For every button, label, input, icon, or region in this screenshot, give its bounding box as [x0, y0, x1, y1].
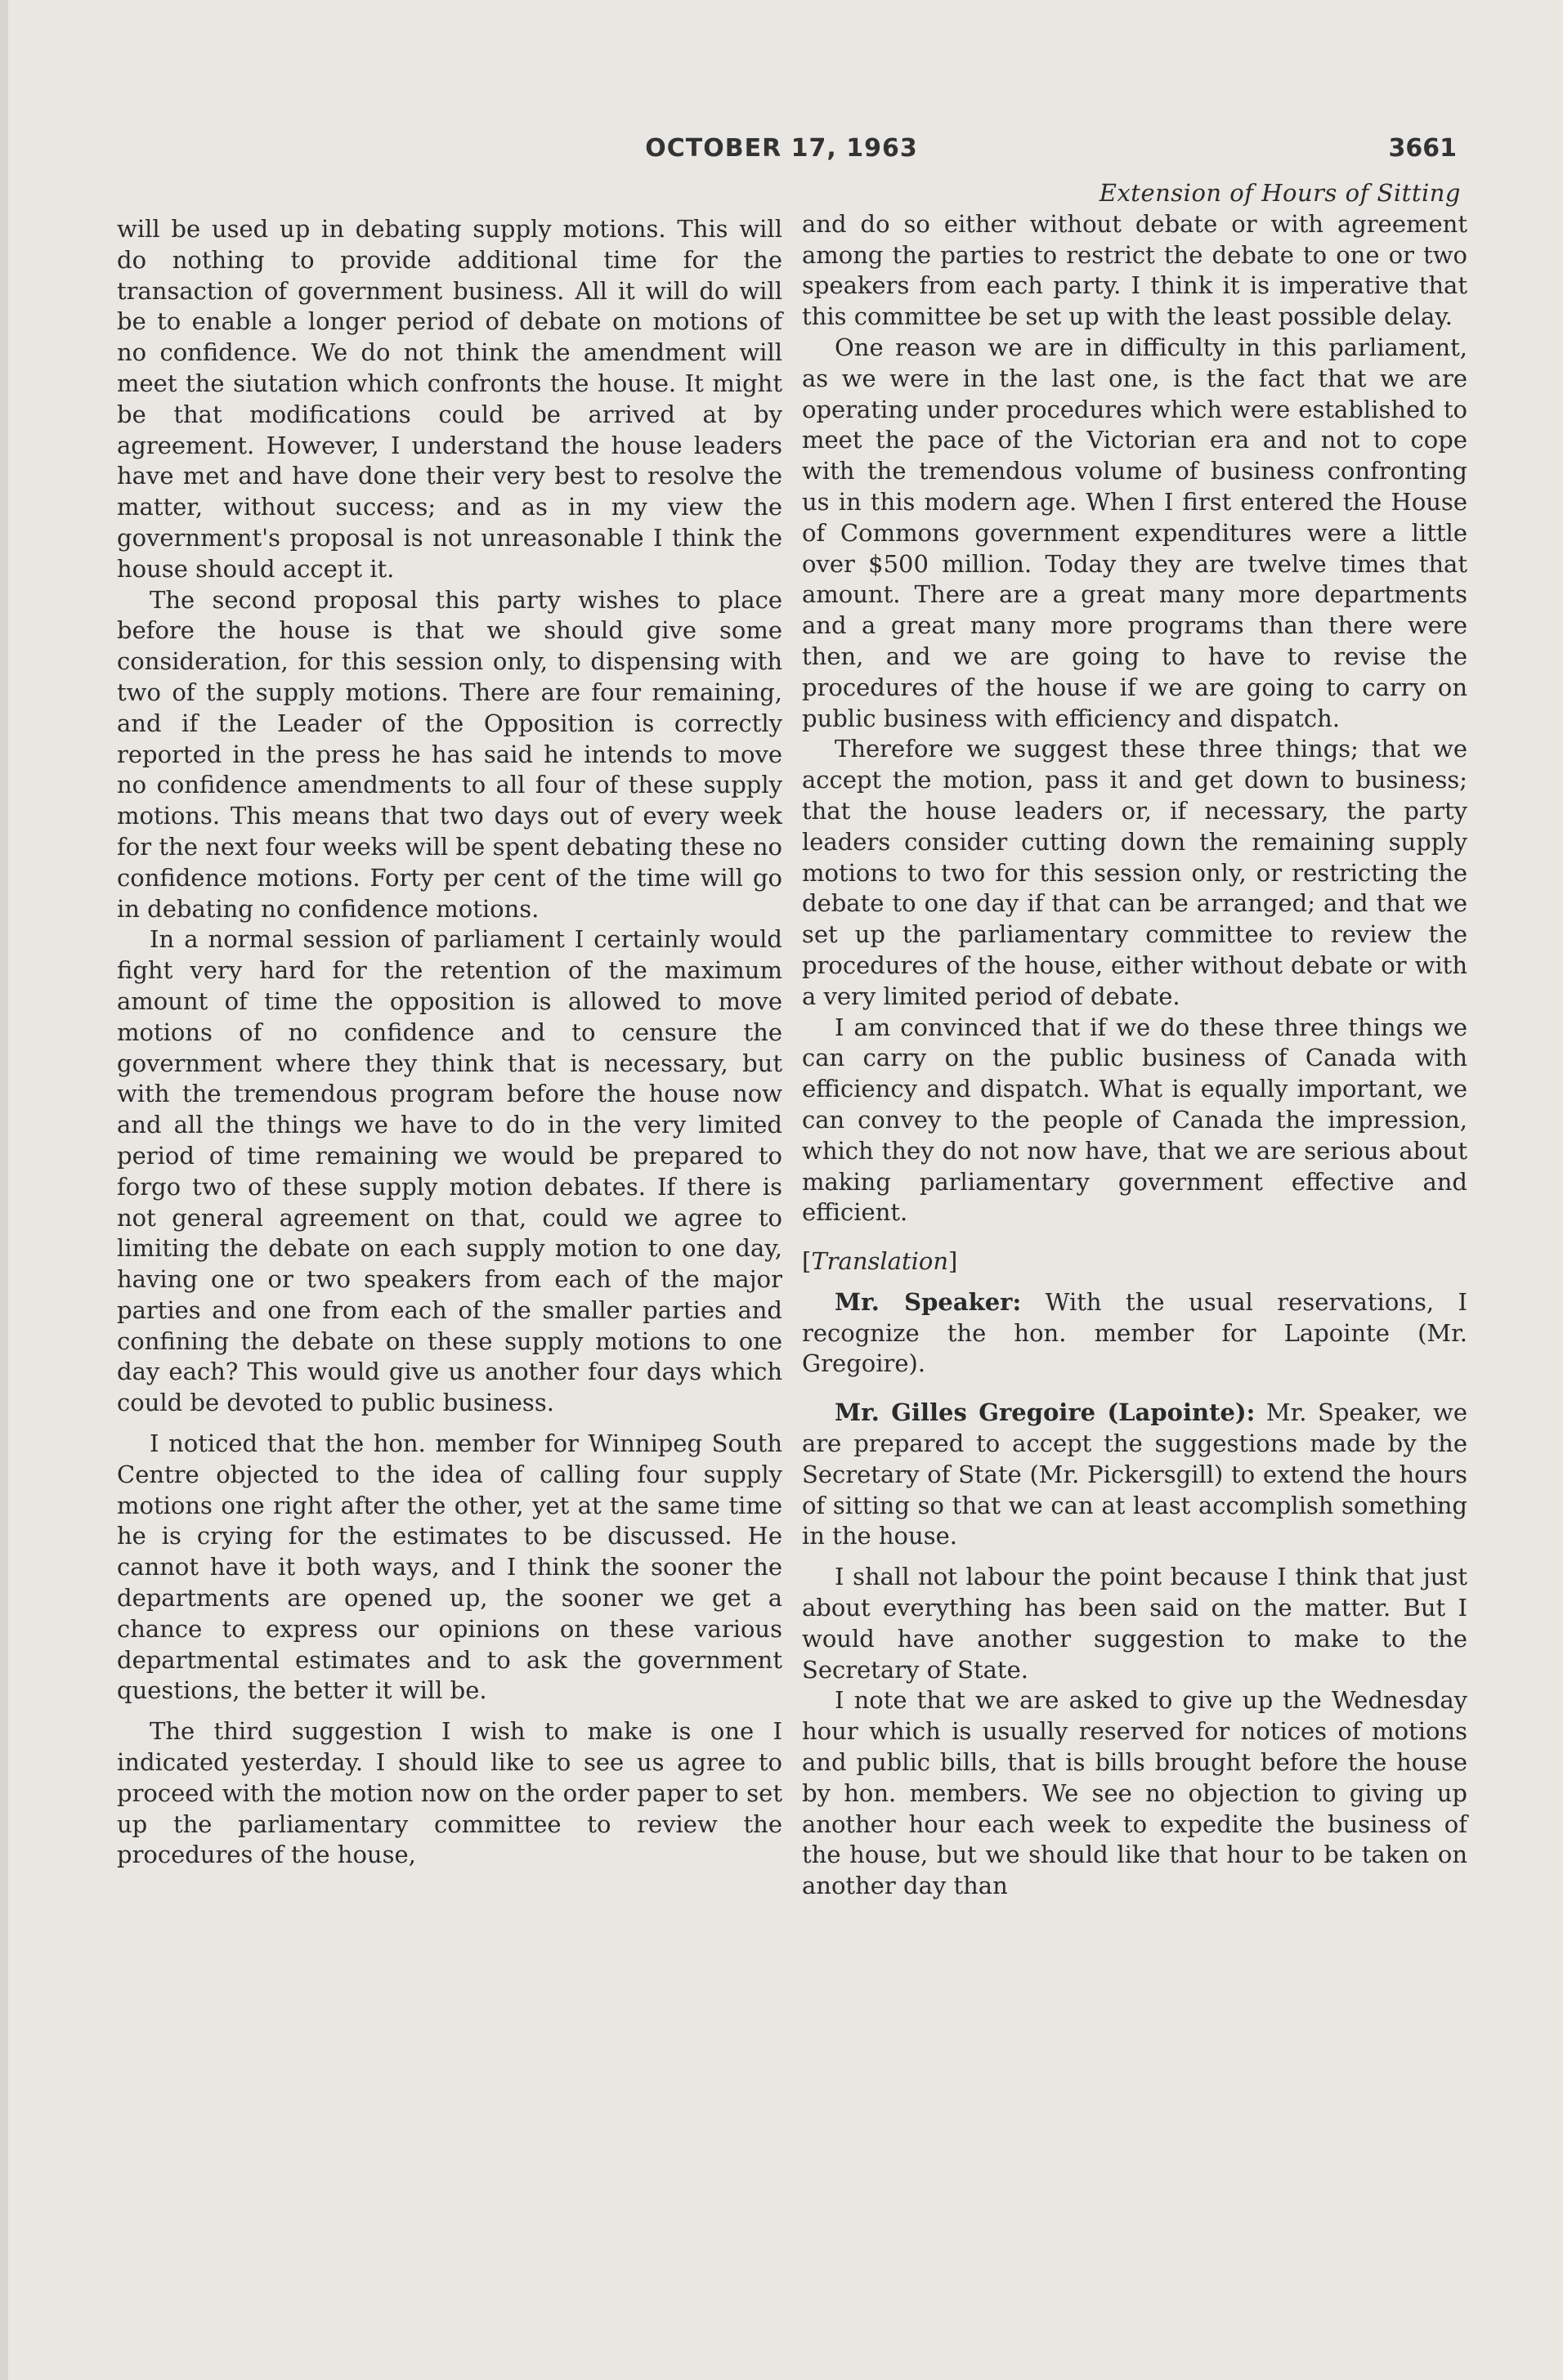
page-number: 3661	[1388, 134, 1457, 163]
speaker-name: Mr. Speaker:	[835, 1287, 1022, 1316]
paragraph: Therefore we suggest these three things; that we accept the motion, pass it and get down to business; that the house leaders or, if necessary, the party leaders consider cutting down the remaining supply motions to two for this session only, or restricting the debate to one day if that can be arranged; and that we set up the parliamentary committee to review the procedures of the house, either without debate or with a very limited period of debate.	[802, 735, 1467, 1010]
right-column	[802, 178, 1467, 1902]
paragraph: will be used up in debating supply motions. This will do nothing to provide additional time for the transaction of government business. All it will do will be to enable a longer period of debate on motions of no confidence. We do not think the amendment will meet the siutation which confronts the house. It might be that modifications could be arrived at by agreement. However, I understand the house leaders have met and have done their very best to resolve the matter, without success; and as in my view the government's proposal is not unreasonable I think the house should accept it.	[117, 215, 782, 583]
header-date: OCTOBER 17, 1963	[645, 134, 918, 163]
speaker-name: Mr. Gilles Gregoire (Lapointe):	[835, 1398, 1256, 1427]
left-column	[117, 214, 782, 1871]
paragraph: and do so either without debate or with agreement among the parties to restrict the debate to one or two speakers from each party. I think it is imperative that this committee be set up with the least possible delay.	[802, 209, 1467, 331]
paragraph: I shall not labour the point because I think that just about everything has been said on the matter. But I would have another suggestion to make to the Secretary of State.	[802, 1563, 1467, 1684]
paragraph: The third suggestion I wish to make is one I indicated yesterday. I should like to see us agree to proceed with the motion now on the order paper to set up the parliamentary committee to review the procedures of the house,	[117, 1717, 782, 1869]
paragraph: The second proposal this party wishes to place before the house is that we should give some consideration, for this session only, to dispensing with two of the supply motions. There are four remaining, and if the Leader of the Opposition is correctly reported in the press he has said he intends to move no confidence amendments to all four of these supply motions. This means that two days out of every week for the next four weeks will be spent debating these no confidence motions. Forty per cent of the time will go in debating no confidence motions.	[117, 585, 782, 923]
paragraph: One reason we are in difficulty in this parliament, as we were in the last one, is the fact that we are operating under procedures which were established to meet the pace of the Victorian era and not to cope with the tremendous volume of business confronting us in this modern age. When I first entered the House of Commons government expenditures were a little over $500 million. Today they are twelve times that amount. There are a great many more departments and a great many more programs than there were then, and we are going to have to revise the procedures of the house if we are going to carry on public business with efficiency and dispatch.	[802, 333, 1467, 732]
speaker-paragraph	[802, 1287, 1467, 1380]
speech-text: With the usual reservations, I recognize the hon. member for Lapointe (Mr. Gregoire).	[802, 1287, 1468, 1378]
paragraph: I noticed that the hon. member for Winnipeg South Centre objected to the idea of calling four supply motions one right after the other, yet at the same time he is crying for the estimates to be discussed. He cannot have it both ways, and I think the sooner the departments are opened up, the sooner we get a chance to express our opinions on these various departmental estimates and to ask the government questions, the better it will be.	[117, 1429, 782, 1705]
translation-text: Translation	[811, 1247, 949, 1276]
scan-edge	[0, 0, 8, 2380]
paragraph: I am convinced that if we do these three things we can carry on the public business of Canada with efficiency and dispatch. What is equally important, we can convey to the people of Canada the impression, which they do not now have, that we are serious about making parliamentary government effective and efficient.	[802, 1013, 1467, 1227]
paragraph: In a normal session of parliament I certainly would fight very hard for the retention of the maximum amount of time the opposition is allowed to move motions of no confidence and to censure the government where they think that is necessary, but with the tremendous program before the house now and all the things we have to do in the very limited period of time remaining we would be prepared to forgo two of these supply motion debates. If there is not general agreement on that, could we agree to limiting the debate on each supply motion to one day, having one or two speakers from each of the major parties and one from each of the smaller parties and confining the debate on these supply motions to one day each? This would give us another four days which could be devoted to public business.	[117, 925, 782, 1417]
page-header	[0, 134, 1563, 183]
speech-text: Mr. Speaker, we are prepared to accept the suggestions made by the Secretary of State (Mr. Pickersgill) to extend the hours of sitting so that we can at least accomplish something in the house.	[802, 1398, 1467, 1550]
speaker-paragraph	[802, 1398, 1467, 1552]
section-title: Extension of Hours of Sitting	[1099, 179, 1461, 207]
translation-label: [Translation]	[802, 1247, 958, 1276]
paragraph: I note that we are asked to give up the Wednesday hour which is usually reserved for notices of motions and public bills, that is bills brought before the house by hon. members. We see no objection to giving up another hour each week to expedite the business of the house, but we should like that hour to be taken on another day than	[802, 1686, 1467, 1900]
